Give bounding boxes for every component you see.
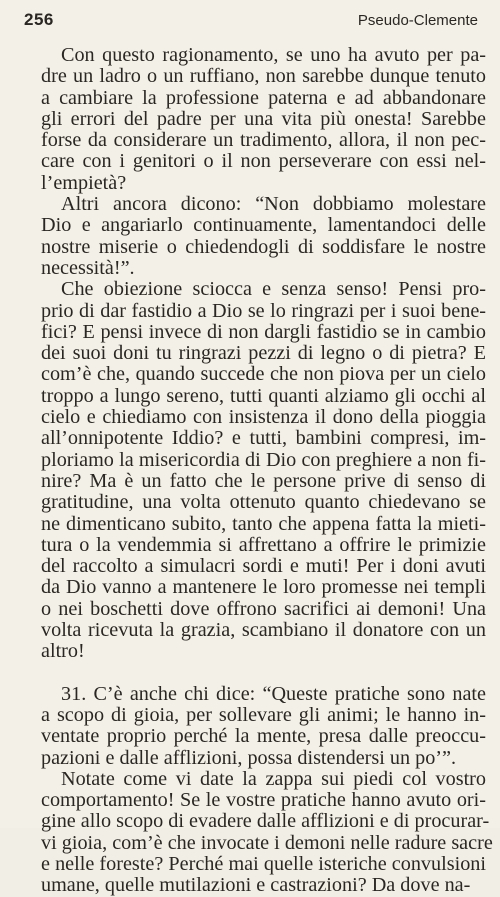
text-line: dre un ladro o un ruffiano, non sarebbe dunque tenuto [41,65,486,88]
text-line: forse da considerare un tradimento, allora, il non pec- [41,129,486,152]
text-line: tura o la vendemmia si affrettano a offrire le primizie [41,533,486,556]
text-line: a scopo di gioia, per sollevare gli animi; le hanno in- [41,703,486,726]
text-line: care con i genitori o il non perseverare con essi nel- [41,150,486,173]
text-line: 31. C’è anche chi dice: “Queste pratiche sono nate [61,682,486,705]
text-line: fici? E pensi invece di non dargli fastidio se in cambio [41,320,486,343]
text-line: gine allo scopo di evadere dalle afflizioni e di procurar- [41,810,490,833]
text-line: gli errori del padre per una vita più onesta! Sarebbe [41,107,486,130]
text-line: Che obiezione sciocca e senza senso! Pensi pro- [61,278,486,301]
paragraph [41,45,486,194]
text-line: altro! [41,640,85,663]
text-line: volta ricevuta la grazia, scambiano il donatore con un [41,619,486,642]
paragraph [41,684,486,769]
paragraph-gap [41,663,486,684]
text-line: comportamento! Se le vostre pratiche hanno avuto ori- [41,789,486,812]
text-line: e nelle foreste? Perché mai quelle isteriche convulsioni [41,852,486,875]
paragraph [41,194,486,279]
text-line: Altri ancora dicono: “Non dobbiamo molestare [61,193,486,216]
running-head: Pseudo-Clemente [357,12,478,29]
text-line: nire? Ma è un fatto che le persone prive di senso di [41,469,486,492]
text-line: Notate come vi date la zappa sui piedi col vostro [61,767,486,790]
text-line: ploriamo la misericordia di Dio con preghiere a non fi- [41,448,486,471]
page-header [24,10,478,36]
text-line: da Dio vanno a mantenere le loro promesse nei templi [41,576,486,599]
text-line: com’è che, quando succede che non piova per un cielo [41,363,486,386]
text-line: prio di dar fastidio a Dio se lo ringrazi per i suoi bene- [41,299,486,322]
page-number: 256 [24,10,54,29]
text-line: vi gioia, com’è che invocate i demoni nelle radure sacre [41,831,493,854]
text-line: cielo e chiediamo con insistenza il dono della pioggia [41,406,486,429]
text-line: Con questo ragionamento, se uno ha avuto per pa- [61,44,486,66]
text-line: necessità!”. [41,256,135,279]
text-line: dei suoi doni tu ringrazi pezzi di legno o di pietra? E [41,342,486,365]
text-line: l’empietà? [41,171,127,194]
text-line: a cambiare la professione paterna e ad abbandonare [41,86,486,109]
text-line: o nei boschetti dove offrono sacrifici ai demoni! Una [41,597,486,620]
text-line: ne dimenticano subito, tanto che appena fatta la mieti- [41,512,486,535]
paragraph [41,767,493,897]
text-line: Dio e angariarlo continuamente, lamentandoci delle [41,214,486,237]
paragraph [41,279,486,662]
page-body [41,44,493,897]
text-line: all’onnipotente Iddio? e tutti, bambini compresi, im- [41,427,486,450]
text-line: ventate proprio perché la mente, presa dalle preoccu- [41,725,486,748]
text-line: troppo a lungo sereno, tutti quanti alziamo gli occhi al [41,384,486,407]
text-line: pazioni e dalle afflizioni, possa distendersi un po’”. [41,746,457,769]
text-line: gratitudine, una volta ottenuto quanto chiedevano se [41,491,486,514]
text-line: del raccolto a simulacri sordi e muti! Per i doni avuti [41,555,486,578]
text-line: nostre miserie o chiedendogli di soddisfare le nostre [41,235,486,258]
text-line: umane, quelle mutilazioni e castrazioni? Da dove na- [41,874,471,897]
